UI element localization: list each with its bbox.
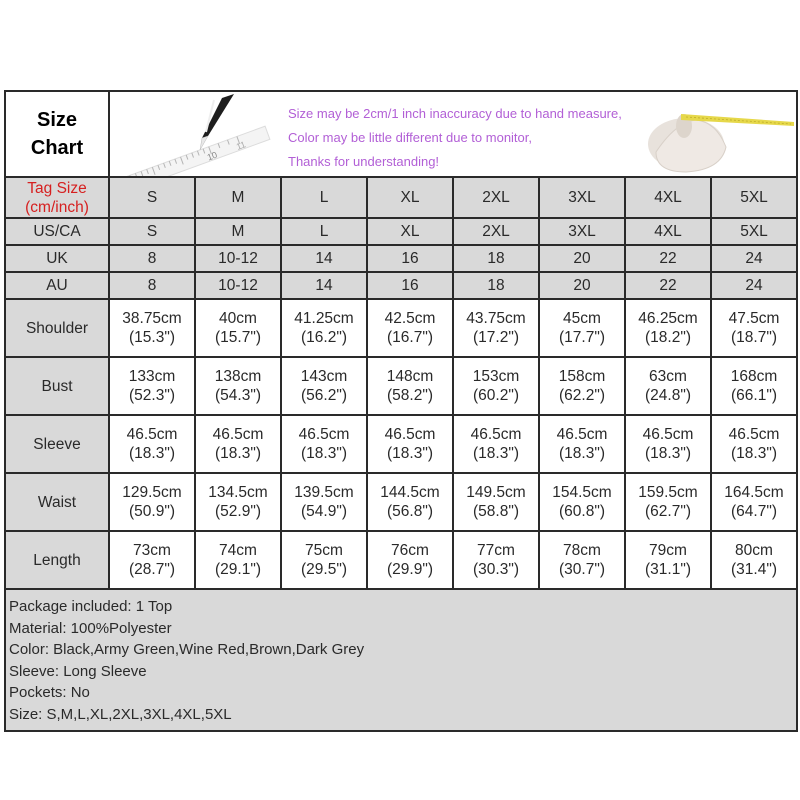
- svg-text:11: 11: [234, 139, 248, 152]
- measure-cm: 76cm: [391, 542, 429, 559]
- measure-inch: (31.4"): [731, 561, 777, 578]
- measure-cell: [453, 531, 539, 589]
- measure-inch: (62.7"): [645, 503, 691, 520]
- detail-line: Material: 100%Polyester: [9, 619, 172, 637]
- measure-cell: [625, 473, 711, 531]
- tag-size-cell: 4XL: [625, 177, 711, 218]
- measure-cell: [195, 299, 281, 357]
- tag-size-cell: 3XL: [539, 177, 625, 218]
- region-size-cell: 20: [539, 272, 625, 299]
- measure-inch: (56.2"): [301, 387, 347, 404]
- measure-inch: (17.7"): [559, 329, 605, 346]
- measure-cm: 159.5cm: [638, 484, 698, 501]
- measure-cm: 149.5cm: [466, 484, 526, 501]
- measure-inch: (28.7"): [129, 561, 175, 578]
- measure-label: Bust: [5, 357, 109, 415]
- measure-inch: (56.8"): [387, 503, 433, 520]
- tag-size-cell: S: [109, 177, 195, 218]
- measure-cell: [625, 415, 711, 473]
- region-size-cell: 14: [281, 272, 367, 299]
- measure-cell: [109, 473, 195, 531]
- measure-cm: 41.25cm: [294, 310, 354, 327]
- measure-cell: [281, 473, 367, 531]
- measure-inch: (60.8"): [559, 503, 605, 520]
- measure-cm: 78cm: [563, 542, 601, 559]
- measure-cell: [539, 415, 625, 473]
- detail-line: Pockets: No: [9, 684, 90, 702]
- region-size-cell: 10-12: [195, 245, 281, 272]
- measure-inch: (18.3"): [559, 445, 605, 462]
- tag-size-cell: 2XL: [453, 177, 539, 218]
- measure-cell: [711, 357, 797, 415]
- measure-cell: [711, 299, 797, 357]
- measure-inch: (18.3"): [731, 445, 777, 462]
- measure-label: Sleeve: [5, 415, 109, 473]
- measure-cell: [109, 299, 195, 357]
- region-size-cell: 18: [453, 245, 539, 272]
- pencil-ruler-icon: [110, 92, 285, 176]
- measure-cell: [281, 531, 367, 589]
- region-size-cell: 4XL: [625, 218, 711, 245]
- measure-cell: [367, 357, 453, 415]
- measure-cm: 138cm: [214, 368, 262, 385]
- measure-inch: (18.3"): [645, 445, 691, 462]
- measure-cell: [109, 531, 195, 589]
- measure-inch: (62.2"): [559, 387, 605, 404]
- measure-cm: 148cm: [386, 368, 434, 385]
- measure-cm: 46.5cm: [642, 426, 694, 443]
- measure-cell: [281, 415, 367, 473]
- measure-cm: 46.5cm: [212, 426, 264, 443]
- measure-inch: (18.3"): [215, 445, 261, 462]
- measure-cm: 46.5cm: [728, 426, 780, 443]
- region-size-cell: 18: [453, 272, 539, 299]
- detail-line: Size: S,M,L,XL,2XL,3XL,4XL,5XL: [9, 705, 232, 723]
- measure-inch: (29.5"): [301, 561, 347, 578]
- title-line-2: Chart: [30, 137, 84, 159]
- measure-cm: 133cm: [128, 368, 176, 385]
- measure-cm: 38.75cm: [122, 310, 182, 327]
- measure-cell: [367, 415, 453, 473]
- region-size-cell: 24: [711, 272, 797, 299]
- measure-inch: (16.2"): [301, 329, 347, 346]
- measure-cell: [625, 531, 711, 589]
- header-row: [5, 91, 797, 177]
- measure-inch: (15.7"): [215, 329, 261, 346]
- measure-inch: (31.1"): [645, 561, 691, 578]
- measure-cm: 144.5cm: [380, 484, 440, 501]
- region-row-uk: [5, 245, 797, 272]
- measure-cm: 154.5cm: [552, 484, 612, 501]
- measure-cell: [281, 299, 367, 357]
- region-size-cell: 16: [367, 245, 453, 272]
- measure-cell: [625, 357, 711, 415]
- region-size-cell: 20: [539, 245, 625, 272]
- region-size-cell: 8: [109, 245, 195, 272]
- measure-cm: 75cm: [305, 542, 343, 559]
- measure-cell: [109, 415, 195, 473]
- region-size-cell: 3XL: [539, 218, 625, 245]
- region-size-cell: 14: [281, 245, 367, 272]
- measure-cell: [539, 299, 625, 357]
- measure-inch: (17.2"): [473, 329, 519, 346]
- measure-cm: 80cm: [735, 542, 773, 559]
- measure-cm: 79cm: [649, 542, 687, 559]
- measure-cm: 46.5cm: [470, 426, 522, 443]
- measure-inch: (66.1"): [731, 387, 777, 404]
- measure-cm: 40cm: [219, 310, 257, 327]
- measure-inch: (18.3"): [473, 445, 519, 462]
- region-size-cell: L: [281, 218, 367, 245]
- tag-size-label-line2: (cm/inch): [25, 198, 89, 216]
- measure-cell: [625, 299, 711, 357]
- measure-cell: [195, 531, 281, 589]
- measurement-notes: [288, 102, 622, 174]
- measure-cm: 46.5cm: [384, 426, 436, 443]
- measure-cm: 153cm: [472, 368, 520, 385]
- measure-inch: (15.3"): [129, 329, 175, 346]
- measure-cm: 43.75cm: [466, 310, 526, 327]
- region-size-cell: 16: [367, 272, 453, 299]
- measure-label: Length: [5, 531, 109, 589]
- measure-inch: (18.2"): [645, 329, 691, 346]
- region-size-cell: 5XL: [711, 218, 797, 245]
- measure-cm: 158cm: [558, 368, 606, 385]
- measure-inch: (64.7"): [731, 503, 777, 520]
- measure-inch: (18.3"): [301, 445, 347, 462]
- region-row-us-ca: [5, 218, 797, 245]
- measure-cm: 46.5cm: [556, 426, 608, 443]
- measure-inch: (52.9"): [215, 503, 261, 520]
- measure-cm: 47.5cm: [728, 310, 780, 327]
- measure-label: Shoulder: [5, 299, 109, 357]
- region-size-cell: 22: [625, 272, 711, 299]
- measure-cell: [109, 357, 195, 415]
- measure-inch: (54.9"): [301, 503, 347, 520]
- measure-cell: [711, 531, 797, 589]
- tag-size-cell: 5XL: [711, 177, 797, 218]
- measure-label: Waist: [5, 473, 109, 531]
- tag-size-label-line1: Tag Size: [27, 179, 87, 197]
- chart-title: [5, 91, 109, 177]
- size-chart-table: [4, 90, 798, 732]
- measure-inch: (58.8"): [473, 503, 519, 520]
- measure-inch: (18.3"): [129, 445, 175, 462]
- measure-cm: 73cm: [133, 542, 171, 559]
- measure-cm: 46.25cm: [638, 310, 698, 327]
- measure-row-length: [5, 531, 797, 589]
- measure-cm: 164.5cm: [724, 484, 784, 501]
- measure-cell: [367, 531, 453, 589]
- detail-line: Color: Black,Army Green,Wine Red,Brown,Dark Grey: [9, 641, 365, 659]
- note-thanks: Thanks for understanding!: [288, 154, 440, 169]
- svg-text:10: 10: [205, 149, 219, 163]
- region-label: UK: [5, 245, 109, 272]
- measure-cell: [453, 473, 539, 531]
- region-size-cell: 24: [711, 245, 797, 272]
- region-size-cell: S: [109, 218, 195, 245]
- measure-cm: 63cm: [649, 368, 687, 385]
- measure-row-bust: [5, 357, 797, 415]
- tag-size-row: [5, 177, 797, 218]
- region-size-cell: 8: [109, 272, 195, 299]
- product-details-row: [5, 589, 797, 731]
- hand-tape-measure-icon: [626, 92, 796, 176]
- measure-row-waist: [5, 473, 797, 531]
- product-details: [5, 589, 797, 731]
- region-label: US/CA: [5, 218, 109, 245]
- measure-inch: (54.3"): [215, 387, 261, 404]
- measure-cell: [195, 415, 281, 473]
- measure-cell: [281, 357, 367, 415]
- measure-inch: (18.3"): [387, 445, 433, 462]
- title-line-1: Size: [36, 109, 78, 131]
- measure-cell: [711, 473, 797, 531]
- measure-cell: [367, 299, 453, 357]
- note-inaccuracy: Size may be 2cm/1 inch inaccuracy due to hand measure,: [288, 106, 622, 121]
- measure-cell: [453, 415, 539, 473]
- region-row-au: [5, 272, 797, 299]
- region-size-cell: 10-12: [195, 272, 281, 299]
- region-size-cell: M: [195, 218, 281, 245]
- measure-cm: 77cm: [477, 542, 515, 559]
- note-color: Color may be little different due to monitor,: [288, 130, 532, 145]
- measure-cell: [367, 473, 453, 531]
- measure-inch: (50.9"): [129, 503, 175, 520]
- measure-cell: [453, 357, 539, 415]
- measure-inch: (16.7"): [387, 329, 433, 346]
- measure-inch: (60.2"): [473, 387, 519, 404]
- measure-cell: [539, 357, 625, 415]
- measure-cell: [711, 415, 797, 473]
- measure-inch: (30.3"): [473, 561, 519, 578]
- measure-cell: [453, 299, 539, 357]
- measure-inch: (24.8"): [645, 387, 691, 404]
- measure-row-shoulder: [5, 299, 797, 357]
- measure-inch: (18.7"): [731, 329, 777, 346]
- measure-cm: 42.5cm: [384, 310, 436, 327]
- tag-size-label: [5, 177, 109, 218]
- tag-size-cell: XL: [367, 177, 453, 218]
- detail-line: Package included: 1 Top: [9, 598, 173, 615]
- tag-size-cell: L: [281, 177, 367, 218]
- region-label: AU: [5, 272, 109, 299]
- measure-cell: [195, 357, 281, 415]
- measure-cm: 129.5cm: [122, 484, 182, 501]
- notice-banner: [109, 91, 797, 177]
- size-chart-sheet: [4, 90, 796, 732]
- measure-cm: 45cm: [563, 310, 601, 327]
- measure-cm: 139.5cm: [294, 484, 354, 501]
- measure-cell: [539, 473, 625, 531]
- region-size-cell: XL: [367, 218, 453, 245]
- region-size-cell: 22: [625, 245, 711, 272]
- measure-inch: (29.9"): [387, 561, 433, 578]
- detail-line: Sleeve: Long Sleeve: [9, 662, 147, 680]
- measure-row-sleeve: [5, 415, 797, 473]
- measure-cm: 143cm: [300, 368, 348, 385]
- measure-inch: (29.1"): [215, 561, 261, 578]
- measure-cm: 74cm: [219, 542, 257, 559]
- measure-cm: 168cm: [730, 368, 778, 385]
- region-size-cell: 2XL: [453, 218, 539, 245]
- measure-cell: [539, 531, 625, 589]
- measure-inch: (58.2"): [387, 387, 433, 404]
- measure-cm: 46.5cm: [298, 426, 350, 443]
- measure-cell: [195, 473, 281, 531]
- measure-inch: (52.3"): [129, 387, 175, 404]
- measure-cm: 46.5cm: [126, 426, 178, 443]
- measure-inch: (30.7"): [559, 561, 605, 578]
- measure-cm: 134.5cm: [208, 484, 268, 501]
- tag-size-cell: M: [195, 177, 281, 218]
